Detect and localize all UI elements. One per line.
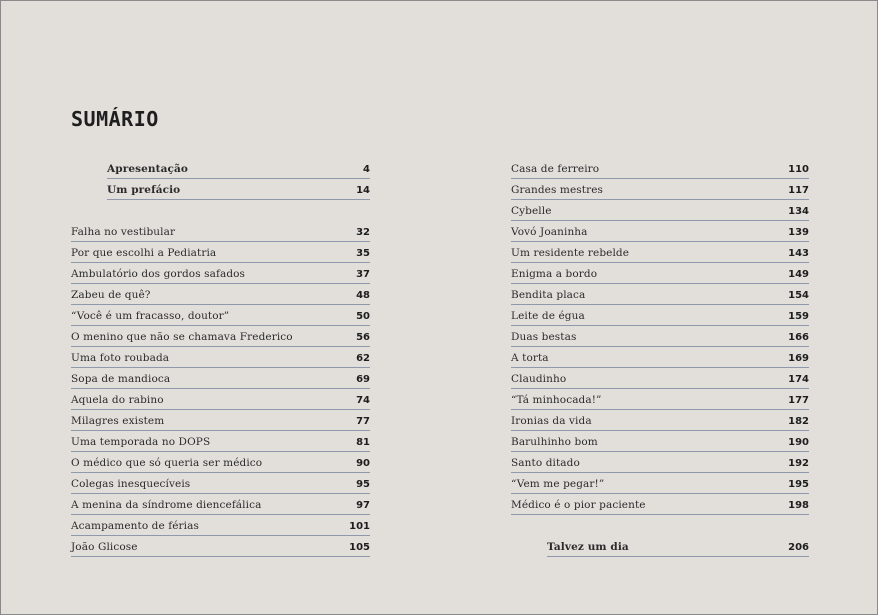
toc-entry-page: 182 (788, 416, 809, 427)
toc-entry-label: Cybelle (511, 205, 552, 217)
toc-entry[interactable] (511, 158, 809, 179)
toc-entry[interactable] (71, 536, 370, 557)
toc-entry-page: 192 (788, 458, 809, 469)
toc-entry[interactable] (511, 263, 809, 284)
toc-entry-page: 35 (356, 248, 370, 259)
toc-entry[interactable] (511, 305, 809, 326)
toc-entry-label: Zabeu de quê? (71, 289, 151, 301)
toc-entry-page: 174 (788, 374, 809, 385)
toc-entry-page: 48 (356, 290, 370, 301)
toc-entry-page: 37 (356, 269, 370, 280)
toc-entry-label: Falha no vestibular (71, 226, 176, 238)
toc-entry[interactable] (511, 452, 809, 473)
toc-entry-label: Vovó Joaninha (511, 226, 588, 238)
toc-entry-label: “Vem me pegar!” (511, 478, 605, 490)
toc-entry-label: Ironias da vida (511, 415, 592, 427)
toc-entry-page: 198 (788, 500, 809, 511)
toc-entry-page: 139 (788, 227, 809, 238)
toc-entry[interactable] (511, 200, 809, 221)
toc-entry[interactable] (511, 326, 809, 347)
toc-entry-label: Ambulatório dos gordos safados (71, 268, 246, 280)
toc-entry[interactable] (511, 389, 809, 410)
toc-entry[interactable] (511, 221, 809, 242)
toc-entry-page: 195 (788, 479, 809, 490)
toc-entry[interactable] (71, 221, 370, 242)
toc-entry[interactable] (107, 158, 370, 179)
toc-entry-label: Uma foto roubada (71, 352, 170, 364)
toc-entry-label: A torta (511, 352, 549, 364)
toc-entry-page: 110 (788, 164, 809, 175)
toc-entry[interactable] (71, 368, 370, 389)
toc-entry-page: 190 (788, 437, 809, 448)
toc-entry-label: Colegas inesquecíveis (71, 478, 191, 490)
toc-entry-page: 159 (788, 311, 809, 322)
toc-entry[interactable] (71, 242, 370, 263)
toc-entry-page: 50 (356, 311, 370, 322)
toc-entry-page: 74 (356, 395, 370, 406)
toc-entry-label: Casa de ferreiro (511, 163, 600, 175)
toc-entry-label: Grandes mestres (511, 184, 603, 196)
toc-entry-page: 117 (788, 185, 809, 196)
toc-entry-label: Uma temporada no DOPS (71, 436, 211, 448)
toc-entry[interactable] (71, 494, 370, 515)
toc-entry[interactable] (511, 410, 809, 431)
toc-entry[interactable] (511, 242, 809, 263)
toc-entry-label: Barulhinho bom (511, 436, 598, 448)
toc-entry-page: 69 (356, 374, 370, 385)
toc-entry-label: Aquela do rabino (71, 394, 164, 406)
toc-entry-label: O menino que não se chamava Frederico (71, 331, 293, 343)
toc-entry-page: 134 (788, 206, 809, 217)
toc-entry-label: Bendita placa (511, 289, 586, 301)
toc-entry-label: Apresentação (107, 163, 188, 175)
toc-entry-label: Leite de égua (511, 310, 585, 322)
toc-entry-page: 4 (363, 164, 370, 175)
toc-entry-page: 77 (356, 416, 370, 427)
toc-entry-label: João Glicose (71, 541, 138, 553)
toc-entry[interactable] (71, 326, 370, 347)
toc-entry-label: Acampamento de férias (71, 520, 199, 532)
toc-entry[interactable] (71, 410, 370, 431)
toc-entry[interactable] (71, 389, 370, 410)
toc-entry-label: Duas bestas (511, 331, 577, 343)
toc-entry-label: Claudinho (511, 373, 567, 385)
toc-entry[interactable] (511, 494, 809, 515)
toc-entry[interactable] (511, 179, 809, 200)
toc-entry-page: 14 (356, 185, 370, 196)
toc-entry-page: 81 (356, 437, 370, 448)
toc-entry[interactable] (71, 431, 370, 452)
toc-entry-label: Sopa de mandioca (71, 373, 171, 385)
toc-entry-page: 56 (356, 332, 370, 343)
toc-entry-page: 154 (788, 290, 809, 301)
toc-entry-label: Um residente rebelde (511, 247, 630, 259)
toc-entry-page: 143 (788, 248, 809, 259)
toc-entry[interactable] (547, 536, 809, 557)
toc-entry-label: “Você é um fracasso, doutor” (71, 310, 230, 322)
toc-entry-page: 169 (788, 353, 809, 364)
toc-entry-page: 90 (356, 458, 370, 469)
toc-entry-label: Milagres existem (71, 415, 165, 427)
toc-entry-page: 95 (356, 479, 370, 490)
toc-entry[interactable] (71, 263, 370, 284)
toc-entry-label: “Tá minhocada!” (511, 394, 602, 406)
toc-entry-page: 105 (349, 542, 370, 553)
toc-entry-label: O médico que só queria ser médico (71, 457, 263, 469)
toc-entry-page: 166 (788, 332, 809, 343)
toc-entry[interactable] (511, 431, 809, 452)
toc-entry[interactable] (71, 305, 370, 326)
toc-entry[interactable] (511, 368, 809, 389)
toc-entry-page: 62 (356, 353, 370, 364)
toc-entry-page: 206 (788, 542, 809, 553)
toc-entry[interactable] (511, 473, 809, 494)
toc-entry-label: A menina da síndrome diencefálica (71, 499, 262, 511)
toc-entry[interactable] (71, 452, 370, 473)
toc-entry[interactable] (511, 284, 809, 305)
page-title: SUMÁRIO (71, 107, 159, 131)
toc-entry-label: Talvez um dia (547, 541, 629, 553)
toc-entry[interactable] (71, 347, 370, 368)
toc-entry-page: 149 (788, 269, 809, 280)
toc-entry-label: Um prefácio (107, 184, 181, 196)
toc-entry-page: 97 (356, 500, 370, 511)
toc-entry-page: 101 (349, 521, 370, 532)
toc-entry[interactable] (71, 284, 370, 305)
toc-entry[interactable] (511, 347, 809, 368)
toc-entry[interactable] (107, 179, 370, 200)
toc-entry-page: 32 (356, 227, 370, 238)
toc-entry[interactable] (71, 473, 370, 494)
toc-entry[interactable] (71, 515, 370, 536)
toc-entry-label: Enigma a bordo (511, 268, 598, 280)
toc-entry-label: Por que escolhi a Pediatria (71, 247, 217, 259)
toc-entry-label: Médico é o pior paciente (511, 499, 646, 511)
toc-entry-label: Santo ditado (511, 457, 580, 469)
toc-entry-page: 177 (788, 395, 809, 406)
